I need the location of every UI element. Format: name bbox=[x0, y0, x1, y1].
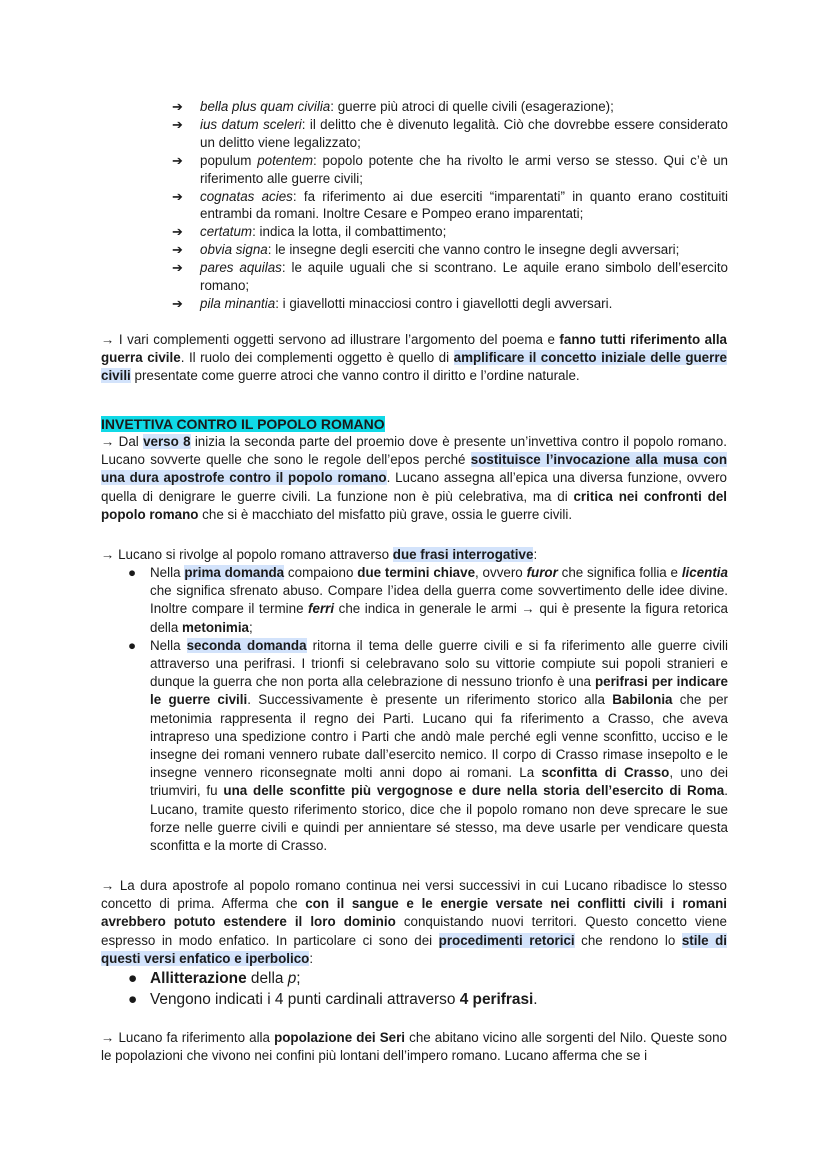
latin-term: cognatas acies bbox=[200, 188, 293, 204]
text: . Lucano assegna all’epica una diversa funzione, ovvero quella di denigrare le guerre civili. La funzione non è più celebrativa, ma di bbox=[101, 470, 727, 504]
questions-list bbox=[128, 564, 728, 855]
list-item bbox=[128, 989, 728, 1010]
text: → La dura apostrofe al popolo romano continua nei versi successivi in cui Lucano ribadisce lo stesso concetto di prima. Afferma che bbox=[101, 878, 727, 912]
text: Nella bbox=[150, 565, 185, 580]
highlighted-text: seconda domanda bbox=[186, 637, 307, 653]
text: Vengono indicati i 4 punti cardinali attraverso bbox=[150, 991, 460, 1008]
text: che indica in generale le armi → qui è presente la figura retorica della bbox=[150, 601, 728, 635]
list-item bbox=[172, 259, 728, 295]
text: conquistando nuovi territori. Questo concetto viene espresso in modo enfatico. In particolare ci sono dei bbox=[101, 914, 727, 948]
list-item bbox=[172, 188, 728, 224]
latin-term: potentem bbox=[257, 152, 314, 168]
paragraph-apostrofe bbox=[101, 877, 727, 968]
text: Nella bbox=[150, 637, 187, 653]
text: . bbox=[533, 991, 538, 1008]
arrow-icon: ➔ bbox=[172, 295, 183, 311]
list-item bbox=[128, 968, 728, 989]
text: ritorna il tema delle guerre civili e si fa riferimento alle guerre civili attraverso una perifrasi. I trionfi si celebravano solo su vittorie compiute sui popoli stranieri e dunque la guerra che non porta alla celebrazione di nessuno trionfo è una bbox=[150, 637, 728, 690]
term-gloss: : fa riferimento ai due eserciti “imparentati” in quanto erano costituiti entrambi da romani. Inoltre Cesare e Pompeo erano imparentati; bbox=[200, 188, 728, 222]
text: → Lucano si rivolge al popolo romano attraverso bbox=[101, 547, 393, 562]
bold-text: una delle sconfitte più vergognose e dure nella storia dell’esercito di Roma bbox=[223, 783, 725, 799]
text: , uno dei triumviri, fu bbox=[150, 765, 729, 799]
bullet-icon: ● bbox=[128, 970, 138, 987]
latin-term: pares aquilas bbox=[200, 260, 282, 276]
term-gloss: : il delitto che è divenuto legalità. Ciò che dovrebbe essere considerato un delitto viene legalizzato; bbox=[200, 116, 728, 150]
text: → I vari complementi oggetti servono ad illustrare l’argomento del poema e bbox=[101, 332, 560, 347]
bullet-icon: ● bbox=[128, 991, 138, 1008]
highlighted-text: due frasi interrogative bbox=[392, 547, 534, 562]
term-gloss: : le aquile uguali che si scontrano. Le aquile erano simbolo dell’esercito romano; bbox=[200, 260, 728, 294]
highlighted-text: amplificare il concetto iniziale delle guerre civili bbox=[101, 350, 727, 384]
highlighted-text: procedimenti retorici bbox=[438, 932, 575, 948]
text: , ovvero bbox=[475, 565, 527, 580]
bold-italic-text: ferri bbox=[308, 601, 335, 617]
term-gloss: : i giavellotti minacciosi contro i giavellotti degli avversari. bbox=[275, 295, 613, 311]
text: . Il ruolo dei complementi oggetto è quello di bbox=[180, 350, 454, 366]
bold-text: 4 perifrasi bbox=[459, 991, 534, 1008]
latin-term: pila minantia bbox=[200, 295, 276, 311]
list-item bbox=[172, 223, 728, 241]
list-item bbox=[128, 637, 728, 855]
bold-text: con il sangue e le energie versate nei conflitti civili i romani avrebbero potuto estendere il loro dominio bbox=[101, 896, 727, 930]
italic-text: p bbox=[287, 970, 297, 987]
bullet-icon: ● bbox=[128, 565, 137, 580]
list-item bbox=[128, 564, 728, 637]
text: ; bbox=[248, 619, 253, 635]
text: : bbox=[533, 547, 538, 562]
bold-text: critica nei confronti del popolo romano bbox=[101, 488, 727, 522]
paragraph-seri bbox=[101, 1029, 727, 1065]
latin-term: ius datum sceleri bbox=[200, 116, 302, 132]
bold-italic-text: furor bbox=[526, 565, 558, 580]
list-item bbox=[172, 241, 728, 259]
term-gloss: : le insegne degli eserciti che vanno contro le insegne degli avversari; bbox=[267, 242, 680, 258]
bold-text: Babilonia bbox=[612, 692, 673, 708]
text: presentate come guerre atroci che vanno contro il diritto e l’ordine naturale. bbox=[130, 368, 580, 384]
text: → Lucano fa riferimento alla bbox=[101, 1030, 275, 1045]
highlighted-text: stile di questi versi enfatico e iperbolico bbox=[101, 932, 728, 966]
text: che significa sfrenato abuso. Compare l’idea della guerra come sovvertimento delle idee divine. Inoltre compare il termine bbox=[150, 583, 728, 617]
bullet-icon: ● bbox=[128, 637, 137, 653]
bold-text: metonimia bbox=[182, 619, 249, 635]
text: → Dal bbox=[101, 434, 144, 449]
text: : bbox=[309, 950, 314, 966]
list-item bbox=[172, 116, 728, 152]
rhetoric-list bbox=[128, 968, 728, 1010]
text: che si è macchiato del misfatto più grave, ossia le guerre civili. bbox=[198, 506, 573, 522]
latin-term: certatum bbox=[200, 224, 253, 240]
term-gloss: : guerre più atroci di quelle civili (esagerazione); bbox=[330, 99, 614, 114]
arrow-icon: ➔ bbox=[172, 224, 183, 240]
list-item bbox=[172, 152, 728, 188]
text: che per metonimia rappresenta il regno dei Parti. Lucano qui fa riferimento a Crasso, che aveva intrapreso una spedizione contro i Parti che andò male perché egli venne sconfitto, ucciso e le insegne dei romani vennero rubate dall’esercito nemico. Il corpo di Crasso rimase insepolto e le insegne vennero riconsegnate molti anni dopo ai romani. La bbox=[150, 692, 729, 781]
latin-terms-list bbox=[172, 98, 728, 313]
arrow-icon: ➔ bbox=[172, 260, 183, 276]
arrow-icon: ➔ bbox=[172, 152, 183, 168]
bold-text: due termini chiave bbox=[357, 565, 476, 580]
text: inizia la seconda parte del proemio dove è presente un’invettiva contro il popolo romano. Lucano sovverte quelle che sono le regole dell’epos perché bbox=[101, 434, 727, 468]
arrow-icon: ➔ bbox=[172, 99, 183, 114]
arrow-icon: ➔ bbox=[172, 188, 183, 204]
list-item bbox=[172, 98, 728, 116]
list-item bbox=[172, 295, 728, 313]
bold-text: popolazione dei Seri bbox=[274, 1030, 406, 1045]
text: compaiono bbox=[284, 565, 358, 580]
term-gloss: : popolo potente che ha rivolto le armi verso se stesso. Qui c’è un riferimento alle guerre civili; bbox=[200, 152, 728, 186]
paragraph-complementi bbox=[101, 331, 727, 386]
bold-text: perifrasi per indicare le guerre civili bbox=[150, 674, 728, 708]
section-heading bbox=[101, 415, 385, 434]
text: che abitano vicino alle sorgenti del Nilo. Queste sono le popolazioni che vivono nei confini più lontani dell’impero romano. Lucano afferma che se i bbox=[101, 1030, 727, 1064]
text: ; bbox=[296, 970, 301, 987]
highlighted-text: prima domanda bbox=[184, 565, 285, 580]
bold-italic-text: licentia bbox=[681, 565, 728, 580]
highlighted-text: verso 8 bbox=[143, 434, 191, 449]
text: che rendono lo bbox=[574, 932, 682, 948]
text: della bbox=[246, 970, 288, 987]
bold-text: Allitterazione bbox=[150, 970, 247, 987]
arrow-icon: ➔ bbox=[172, 116, 183, 132]
latin-term: obvia signa bbox=[200, 242, 268, 258]
text: che significa follia e bbox=[557, 565, 682, 580]
text: . Lucano, tramite questo riferimento storico, dice che il popolo romano non deve sprecare le sue forze nelle guerre civili e quindi per annientare sé stesso, ma deve usarle per vendicare questa sconfitta e la morte di Crasso. bbox=[150, 783, 728, 854]
bold-text: fanno tutti riferimento alla guerra civile bbox=[101, 332, 727, 366]
latin-term-prefix: populum bbox=[200, 152, 258, 168]
paragraph-invettiva bbox=[101, 433, 727, 524]
text: . Successivamente è presente un riferimento storico alla bbox=[247, 692, 613, 708]
latin-term: bella plus quam civilia bbox=[200, 99, 331, 114]
highlighted-text: sostituisce l’invocazione alla musa con una dura apostrofe contro il popolo romano bbox=[101, 452, 727, 486]
paragraph-interrogative bbox=[101, 546, 727, 564]
heading-text: INVETTIVA CONTRO IL POPOLO ROMANO bbox=[101, 416, 385, 432]
term-gloss: : indica la lotta, il combattimento; bbox=[252, 224, 447, 240]
bold-text: sconfitta di Crasso bbox=[541, 765, 670, 781]
arrow-icon: ➔ bbox=[172, 242, 183, 258]
